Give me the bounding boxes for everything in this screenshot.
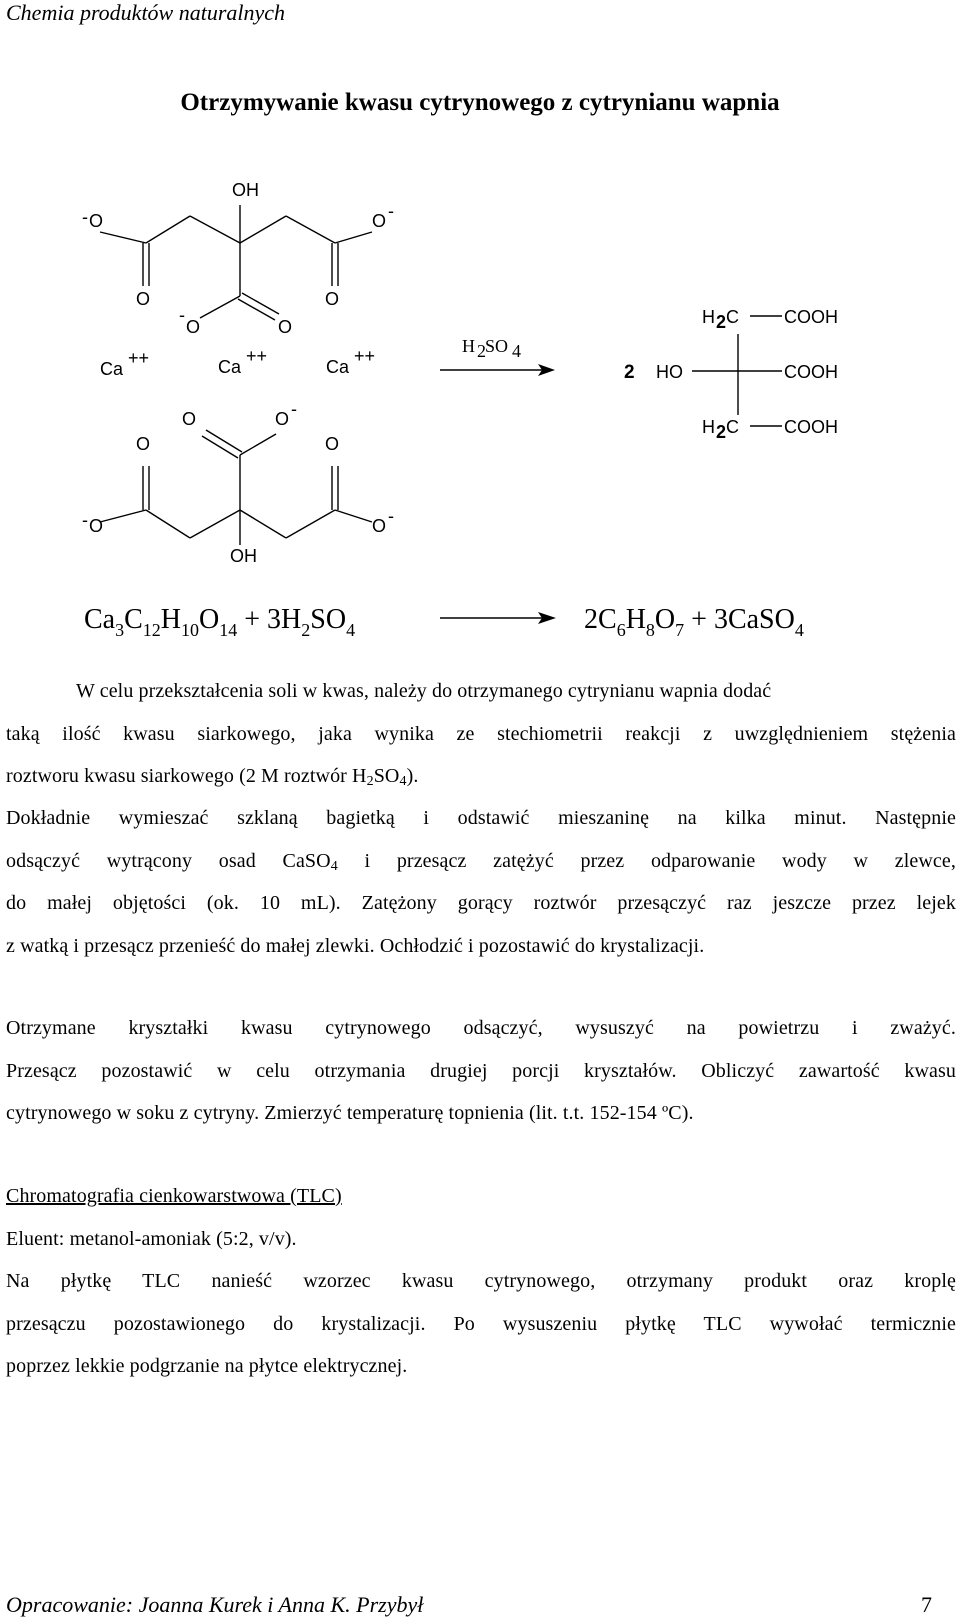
svg-text:-: - — [388, 506, 394, 526]
svg-text:-: - — [82, 510, 88, 530]
svg-text:O: O — [372, 516, 387, 536]
svg-text:-: - — [291, 399, 297, 419]
hydroxyl-label: OH — [232, 180, 259, 200]
page-number: 7 — [921, 1592, 932, 1617]
svg-text:2: 2 — [477, 341, 486, 361]
calcium-ion: Ca — [326, 357, 350, 377]
procedure-paragraph-2: Dokładnie wymieszać szklaną bagietką i odstawić mieszaninę na kilka minut. Następnie odsączyć wytrącony osad CaSO$_4$ i przesącz zatężyć przez odparowanie wody w zlewce, do małej objętości (ok. 10 mL). Zatężony gorący roztwór przesączyć raz jeszcze przez lejek z watką i przesącz przenieść do małej zlewki. Ochłodzić i pozostawić do krystalizacji. — [6, 807, 956, 957]
carboxyl-label: COOH — [784, 307, 838, 327]
overall-equation — [0, 595, 960, 655]
footer-author: Opracowanie: Joanna Kurek i Anna K. Przybył — [6, 1592, 424, 1617]
eluent-line: Eluent: metanol-amoniak (5:2, v/v). — [6, 1227, 297, 1250]
carboxyl-label: COOH — [784, 362, 838, 382]
svg-text:++: ++ — [128, 348, 150, 368]
svg-text:H: H — [702, 307, 715, 327]
calcium-ion: Ca — [100, 359, 124, 379]
svg-text:O: O — [372, 211, 387, 231]
svg-text:-: - — [388, 201, 394, 221]
svg-text:O: O — [182, 409, 197, 429]
svg-text:-: - — [82, 207, 88, 227]
svg-text:O: O — [275, 409, 290, 429]
tlc-section: Chromatografia cienkowarstwowa (TLC) Eluent: metanol-amoniak (5:2, v/v). Na płytkę TLC nanieść wzorzec kwasu cytrynowego, otrzymany produkt oraz kroplę przesączu pozostawionego do krystalizacji. Po wysuszeniu płytkę TLC wywołać termicznie poprzez lekkie podgrzanie na płytce elektrycznej. — [6, 1175, 956, 1388]
svg-text:O: O — [186, 317, 201, 337]
equation-reactants: $Ca_3C_{12}H_{10}O_{14} + 3H_2SO_4$ — [84, 604, 356, 640]
svg-text:O: O — [278, 317, 293, 337]
procedure-paragraph-3: Otrzymane kryształki kwasu cytrynowego odsączyć, wysuszyć na powietrzu i zważyć. Przesącz pozostawić w celu otrzymania drugiej porcji kryształów. Obliczyć zawartość kwasu cytrynowego w soku z cytryny. Zmierzyć temperaturę topnienia (lit. t.t. 152-154 ºC). — [6, 1017, 956, 1124]
svg-text:SO: SO — [485, 336, 509, 356]
svg-text:O: O — [136, 434, 151, 454]
equation-products: $2C_6H_8O_7$ + 3CaSO$_4$ — [584, 604, 804, 640]
svg-text:++: ++ — [246, 346, 268, 366]
svg-text:2: 2 — [716, 422, 727, 442]
svg-text:C: C — [726, 417, 739, 437]
stoichiometric-coefficient: 2 — [624, 362, 635, 383]
svg-text:4: 4 — [512, 341, 521, 361]
svg-text:-: - — [179, 305, 185, 325]
hydroxyl-label: HO — [656, 362, 683, 382]
svg-text:++: ++ — [354, 346, 376, 366]
hydroxyl-label: OH — [230, 546, 257, 566]
procedure-paragraph-1: W celu przekształcenia soli w kwas, należy do otrzymanego cytrynianu wapnia dodać taką ilość kwasu siarkowego, jaka wynika ze stechiometrii reakcji z uwzględnieniem stężenia roztworu kwasu siarkowego (2 M roztwór $H_2SO_4$). — [6, 680, 956, 789]
running-header: Chemia produktów naturalnych — [6, 0, 286, 25]
oxygen-label: O — [89, 211, 104, 231]
reagent-label: H — [462, 336, 475, 356]
calcium-ion: Ca — [218, 357, 242, 377]
svg-text:O: O — [325, 289, 340, 309]
page-title: Otrzymywanie kwasu cytrynowego z cytrynianu wapnia — [180, 89, 780, 116]
svg-text:H: H — [702, 417, 715, 437]
svg-text:O: O — [325, 434, 340, 454]
tlc-heading: Chromatografia cienkowarstwowa (TLC) — [6, 1185, 342, 1207]
carboxyl-label: COOH — [784, 417, 838, 437]
svg-text:2: 2 — [716, 312, 727, 332]
svg-text:O: O — [89, 516, 104, 536]
svg-text:O: O — [136, 289, 151, 309]
svg-text:C: C — [726, 307, 739, 327]
reaction-scheme — [0, 0, 960, 680]
